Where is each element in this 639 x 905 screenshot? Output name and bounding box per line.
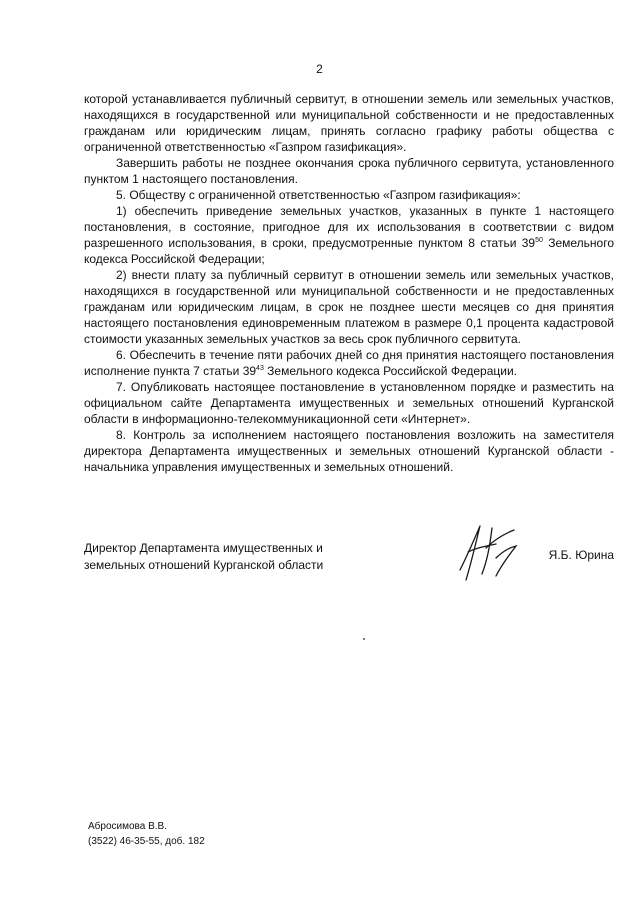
scan-dot xyxy=(363,638,365,640)
paragraph-item-5-1 xyxy=(84,203,614,267)
paragraph-item-5-1-text: 1) обеспечить приведение земельных участков, указанных в пункте 1 настоящего постановления, в состояние, пригодное для их использования в соответствии с видом разрешенного использования, в сроки, предусмотренные пунктом 8 статьи 39 xyxy=(84,204,614,250)
paragraph-item-8: 8. Контроль за исполнением настоящего постановления возложить на заместителя директора Департамента имущественных и земельных отношений Курганской области - начальника управления имущественных и земельных отношений. xyxy=(84,428,614,474)
paragraph-item-6-tail: Земельного кодекса Российской Федерации. xyxy=(263,364,517,378)
signatory-name: Я.Б. Юрина xyxy=(548,548,614,562)
signatory-position-line-1: Директор Департамента имущественных и xyxy=(84,541,323,555)
paragraph-item-5: 5. Обществу с ограниченной ответственностью «Газпром газификация»: xyxy=(116,188,521,202)
executor-contact xyxy=(88,819,205,849)
document-body xyxy=(84,91,614,475)
executor-name: Абросимова В.В. xyxy=(88,821,167,832)
paragraph-item-6-text: 6. Обеспечить в течение пяти рабочих дней со дня принятия настоящего постановления исполнение пункта 7 статьи 39 xyxy=(84,348,614,378)
article-superscript-43: 43 xyxy=(256,365,264,372)
paragraph-item-7: 7. Опубликовать настоящее постановление в установленном порядке и разместить на официальном сайте Департамента имущественных и земельных отношений Курганской области в информационно-телекоммуникационной сети «Интернет». xyxy=(84,380,614,426)
signature-block xyxy=(84,540,614,590)
signatory-position-line-2: земельных отношений Курганской области xyxy=(84,558,324,572)
paragraph-item-5-2: 2) внести плату за публичный сервитут в отношении земель или земельных участков, находящихся в государственной или муниципальной собственности и не предоставленных гражданам или юридическим лицам, в срок не позднее шести месяцев со дня принятия настоящего постановления единовременным платежом в размере 0,1 процента кадастровой стоимости указанных земельных участков за весь срок публичного сервитута. xyxy=(84,268,614,346)
paragraph-continuation: которой устанавливается публичный сервитут, в отношении земель или земельных участков, находящихся в государственной или муниципальной собственности и не предоставленных гражданам или юридическим лицам, принять согласно графику работы общества с ограниченной ответственностью «Газпром газификация». xyxy=(84,92,614,154)
article-superscript-50: 50 xyxy=(535,237,543,244)
executor-phone: (3522) 46-35-55, доб. 182 xyxy=(88,836,205,847)
paragraph-item-6 xyxy=(84,347,614,379)
page-number: 2 xyxy=(316,62,323,76)
signatory-position xyxy=(84,540,364,574)
handwritten-signature xyxy=(452,518,524,588)
paragraph-item-5-1-tail: Земельного кодекса Российской Федерации; xyxy=(84,236,614,266)
paragraph-completion-deadline: Завершить работы не позднее окончания срока публичного сервитута, установленного пунктом 1 настоящего постановления. xyxy=(84,156,614,186)
